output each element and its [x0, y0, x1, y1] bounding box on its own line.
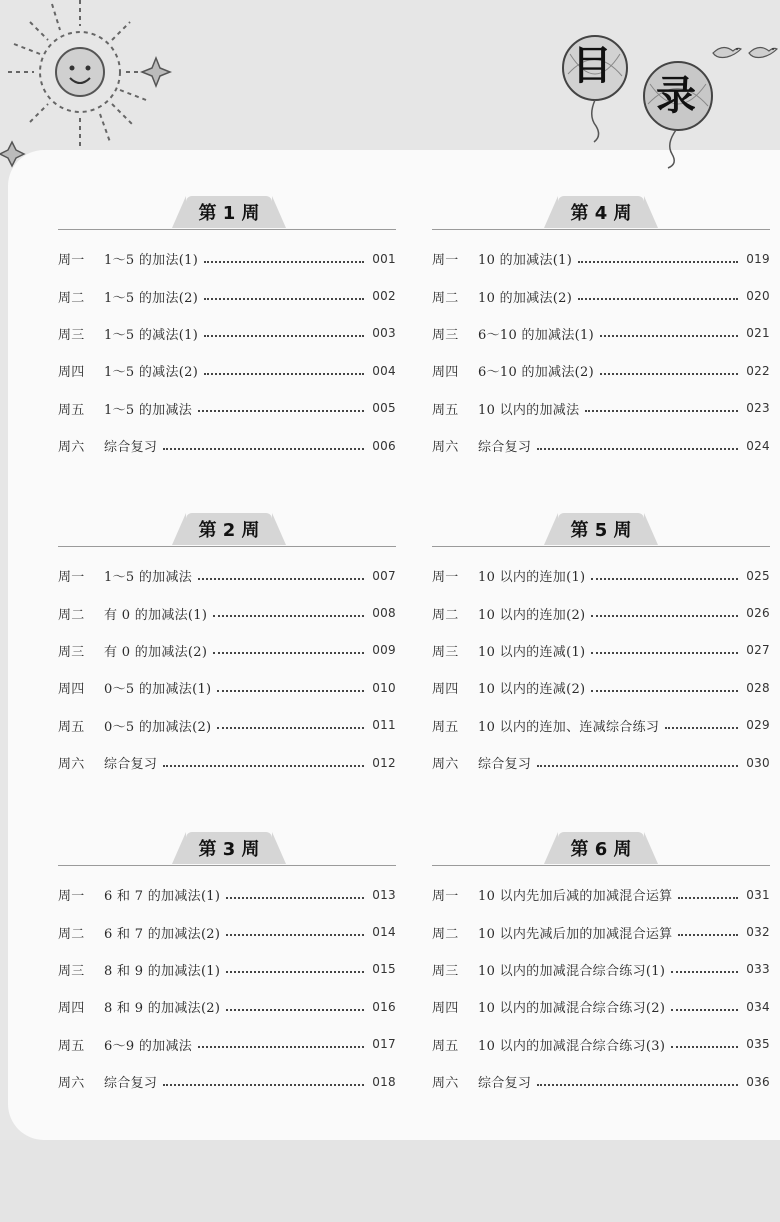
toc-day: 周五	[432, 402, 459, 418]
toc-page-number: 027	[746, 643, 770, 658]
toc-page-number: 032	[746, 925, 770, 940]
toc-day: 周六	[58, 440, 85, 456]
toc-day: 周一	[432, 570, 459, 586]
toc-topic: 1～5 的加减法	[104, 570, 193, 586]
dot-leader	[591, 652, 738, 654]
toc-entry[interactable]	[432, 1026, 770, 1063]
toc-list	[432, 240, 770, 464]
toc-topic: 有 0 的加减法(1)	[104, 607, 208, 623]
toc-day: 周五	[432, 719, 459, 735]
toc-page-number: 010	[372, 680, 396, 695]
toc-topic: 6 和 7 的加减法(1)	[104, 889, 221, 905]
toc-entry[interactable]	[432, 352, 770, 389]
toc-page-number: 022	[746, 363, 770, 378]
toc-topic: 有 0 的加减法(2)	[104, 644, 208, 660]
toc-page-number: 035	[746, 1037, 770, 1052]
toc-topic: 综合复习	[104, 757, 158, 773]
title-char-2: 录	[656, 73, 696, 119]
toc-topic: 10 以内的连加(1)	[478, 570, 586, 586]
week-tab	[558, 832, 644, 864]
toc-topic: 8 和 9 的加减法(2)	[104, 1001, 221, 1017]
toc-topic: 6 和 7 的加减法(2)	[104, 926, 221, 942]
toc-topic: 1～5 的加减法	[104, 402, 193, 418]
toc-topic: 1～5 的减法(2)	[104, 365, 199, 381]
week-tab	[558, 196, 644, 228]
toc-page-number: 004	[372, 363, 396, 378]
dot-leader	[578, 298, 738, 300]
toc-entry[interactable]	[432, 390, 770, 427]
divider	[432, 865, 770, 866]
dot-leader	[591, 578, 738, 580]
toc-page-number: 007	[372, 568, 396, 583]
toc-list	[432, 557, 770, 781]
toc-topic: 0～5 的加减法(1)	[104, 682, 212, 698]
toc-topic: 1～5 的减法(1)	[104, 327, 199, 343]
toc-day: 周一	[58, 253, 85, 269]
toc-entry[interactable]	[58, 744, 396, 781]
dot-leader	[665, 727, 738, 729]
dot-leader	[671, 1046, 738, 1048]
toc-topic: 10 以内的加减法	[478, 402, 580, 418]
toc-entry[interactable]	[432, 876, 770, 913]
toc-topic: 1～5 的加法(1)	[104, 253, 199, 269]
toc-topic: 6～10 的加减法(2)	[478, 365, 594, 381]
toc-day: 周五	[58, 402, 85, 418]
toc-page-number: 002	[372, 289, 396, 304]
toc-entry[interactable]	[432, 557, 770, 594]
toc-entry[interactable]	[58, 876, 396, 913]
toc-topic: 10 以内先加后减的加减混合运算	[478, 889, 673, 905]
toc-page-number: 029	[746, 718, 770, 733]
toc-entry[interactable]	[432, 594, 770, 631]
toc-entry[interactable]	[432, 913, 770, 950]
toc-page-number: 034	[746, 999, 770, 1014]
toc-list	[432, 876, 770, 1100]
toc-topic: 6～10 的加减法(1)	[478, 327, 594, 343]
toc-day: 周二	[58, 607, 85, 623]
toc-day: 周六	[432, 1076, 459, 1092]
week-label: 第 5 周	[570, 520, 632, 541]
dot-leader	[163, 448, 364, 450]
toc-day: 周五	[432, 1038, 459, 1054]
toc-entry[interactable]	[58, 390, 396, 427]
dot-leader	[226, 971, 364, 973]
dot-leader	[204, 261, 364, 263]
toc-page-number: 028	[746, 680, 770, 695]
toc-entry[interactable]	[58, 594, 396, 631]
week-label: 第 4 周	[570, 203, 632, 224]
dot-leader	[600, 335, 738, 337]
dot-leader	[678, 897, 738, 899]
week-label: 第 2 周	[198, 520, 260, 541]
toc-topic: 10 以内的加减混合综合练习(3)	[478, 1038, 666, 1054]
dot-leader	[163, 1084, 364, 1086]
dot-leader	[578, 261, 738, 263]
dot-leader	[198, 410, 364, 412]
week-tab	[558, 513, 644, 545]
toc-topic: 10 以内的加减混合综合练习(1)	[478, 963, 666, 979]
toc-entry[interactable]	[432, 744, 770, 781]
toc-topic: 6～9 的加减法	[104, 1038, 193, 1054]
dot-leader	[537, 765, 738, 767]
sparkle-star-icon-small	[0, 142, 24, 166]
dot-leader	[678, 934, 738, 936]
birds-icon	[705, 35, 780, 65]
toc-entry[interactable]	[432, 632, 770, 669]
toc-page-number: 013	[372, 887, 396, 902]
sparkle-star-icon	[142, 58, 170, 86]
toc-page-number: 019	[746, 251, 770, 266]
toc-page-number: 033	[746, 962, 770, 977]
toc-topic: 1～5 的加法(2)	[104, 290, 199, 306]
week-tab	[186, 832, 272, 864]
toc-day: 周二	[432, 290, 459, 306]
toc-day: 周一	[432, 889, 459, 905]
dot-leader	[217, 690, 364, 692]
toc-day: 周四	[58, 365, 85, 381]
toc-entry[interactable]	[58, 988, 396, 1025]
toc-topic: 10 以内先减后加的加减混合运算	[478, 926, 673, 942]
toc-entry[interactable]	[432, 240, 770, 277]
toc-entry[interactable]	[58, 352, 396, 389]
toc-topic: 综合复习	[104, 1076, 158, 1092]
dot-leader	[537, 448, 738, 450]
toc-page-number: 025	[746, 568, 770, 583]
toc-entry[interactable]	[58, 707, 396, 744]
dot-leader	[671, 1009, 738, 1011]
toc-entry[interactable]	[58, 951, 396, 988]
toc-day: 周六	[432, 440, 459, 456]
dot-leader	[600, 373, 738, 375]
toc-page-number: 024	[746, 438, 770, 453]
week-tab	[186, 196, 272, 228]
week-label: 第 6 周	[570, 839, 632, 860]
toc-page-number: 012	[372, 755, 396, 770]
toc-page-number: 031	[746, 887, 770, 902]
dot-leader	[537, 1084, 738, 1086]
bottom-band	[0, 1140, 780, 1222]
dot-leader	[204, 373, 364, 375]
toc-day: 周三	[58, 327, 85, 343]
toc-page-number: 006	[372, 438, 396, 453]
toc-entry[interactable]	[58, 1026, 396, 1063]
week-tab	[186, 513, 272, 545]
toc-entry[interactable]	[58, 669, 396, 706]
toc-page-number: 005	[372, 401, 396, 416]
dot-leader	[213, 615, 364, 617]
toc-topic: 0～5 的加减法(2)	[104, 719, 212, 735]
toc-page-number: 030	[746, 755, 770, 770]
toc-day: 周六	[58, 1076, 85, 1092]
toc-topic: 10 的加减法(1)	[478, 253, 573, 269]
toc-day: 周六	[432, 757, 459, 773]
toc-page-number: 023	[746, 401, 770, 416]
toc-page-number: 021	[746, 326, 770, 341]
toc-day: 周五	[58, 1038, 85, 1054]
toc-day: 周三	[432, 963, 459, 979]
toc-day: 周二	[432, 926, 459, 942]
toc-page-number: 001	[372, 251, 396, 266]
toc-day: 周一	[432, 253, 459, 269]
toc-entry[interactable]	[432, 707, 770, 744]
toc-day: 周二	[58, 926, 85, 942]
toc-topic: 综合复习	[478, 757, 532, 773]
toc-page-number: 020	[746, 289, 770, 304]
toc-day: 周三	[58, 963, 85, 979]
toc-day: 周四	[432, 1001, 459, 1017]
toc-page-number: 026	[746, 606, 770, 621]
toc-topic: 10 以内的加减混合综合练习(2)	[478, 1001, 666, 1017]
divider	[432, 546, 770, 547]
dot-leader	[226, 1009, 364, 1011]
toc-day: 周一	[58, 889, 85, 905]
toc-day: 周四	[58, 1001, 85, 1017]
toc-day: 周四	[58, 682, 85, 698]
divider	[58, 546, 396, 547]
toc-topic: 8 和 9 的加减法(1)	[104, 963, 221, 979]
toc-entry[interactable]	[432, 988, 770, 1025]
toc-day: 周三	[432, 644, 459, 660]
dot-leader	[591, 690, 738, 692]
toc-entry[interactable]	[58, 632, 396, 669]
toc-page-number: 014	[372, 925, 396, 940]
toc-day: 周三	[432, 327, 459, 343]
toc-page-number: 016	[372, 999, 396, 1014]
toc-topic: 10 的加减法(2)	[478, 290, 573, 306]
toc-entry[interactable]	[432, 427, 770, 464]
toc-topic: 10 以内的连加(2)	[478, 607, 586, 623]
toc-entry[interactable]	[432, 951, 770, 988]
toc-entry[interactable]	[58, 1063, 396, 1100]
toc-day: 周四	[432, 365, 459, 381]
toc-day: 周四	[432, 682, 459, 698]
toc-page-number: 008	[372, 606, 396, 621]
toc-topic: 10 以内的连减(1)	[478, 644, 586, 660]
dot-leader	[671, 971, 738, 973]
toc-topic: 10 以内的连减(2)	[478, 682, 586, 698]
smiling-sun-icon	[0, 0, 190, 180]
toc-topic: 综合复习	[478, 440, 532, 456]
dot-leader	[198, 1046, 364, 1048]
toc-page-number: 017	[372, 1037, 396, 1052]
toc-entry[interactable]	[58, 557, 396, 594]
toc-topic: 10 以内的连加、连减综合练习	[478, 719, 660, 735]
toc-page-number: 011	[372, 718, 396, 733]
dot-leader	[226, 934, 364, 936]
divider	[58, 229, 396, 230]
toc-day: 周二	[432, 607, 459, 623]
toc-entry[interactable]	[432, 277, 770, 314]
divider	[58, 865, 396, 866]
toc-day: 周三	[58, 644, 85, 660]
toc-page-number: 009	[372, 643, 396, 658]
dot-leader	[198, 578, 364, 580]
toc-day: 周二	[58, 290, 85, 306]
toc-list	[58, 557, 396, 781]
toc-list	[58, 240, 396, 464]
toc-entry[interactable]	[432, 1063, 770, 1100]
week-label: 第 3 周	[198, 839, 260, 860]
toc-day: 周五	[58, 719, 85, 735]
dot-leader	[213, 652, 364, 654]
toc-page-number: 036	[746, 1074, 770, 1089]
toc-entry[interactable]	[58, 427, 396, 464]
dot-leader	[204, 335, 364, 337]
toc-page-number: 015	[372, 962, 396, 977]
toc-entry[interactable]	[58, 240, 396, 277]
toc-topic: 综合复习	[478, 1076, 532, 1092]
toc-topic: 综合复习	[104, 440, 158, 456]
dot-leader	[204, 298, 364, 300]
dot-leader	[163, 765, 364, 767]
dot-leader	[591, 615, 738, 617]
divider	[432, 229, 770, 230]
title-char-1: 目	[572, 43, 612, 89]
dot-leader	[217, 727, 364, 729]
toc-entry[interactable]	[432, 315, 770, 352]
week-label: 第 1 周	[198, 203, 260, 224]
toc-entry[interactable]	[432, 669, 770, 706]
toc-list	[58, 876, 396, 1100]
toc-day: 周一	[58, 570, 85, 586]
toc-day: 周六	[58, 757, 85, 773]
toc-entry[interactable]	[58, 913, 396, 950]
dot-leader	[585, 410, 738, 412]
toc-entry[interactable]	[58, 315, 396, 352]
toc-page-number: 003	[372, 326, 396, 341]
dot-leader	[226, 897, 364, 899]
toc-entry[interactable]	[58, 277, 396, 314]
toc-page-number: 018	[372, 1074, 396, 1089]
